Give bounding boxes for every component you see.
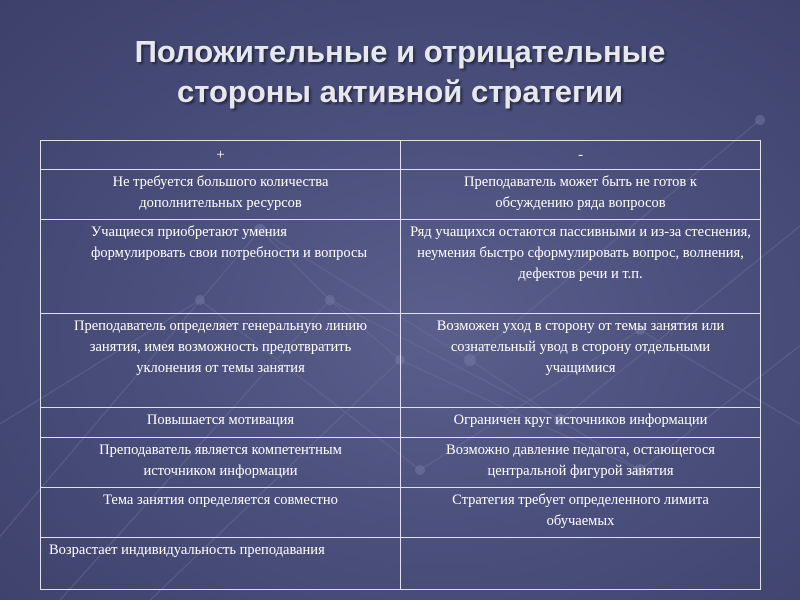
table-row (41, 314, 761, 408)
header-plus: + (41, 141, 401, 170)
header-minus: - (401, 141, 761, 170)
table-header-row (41, 141, 761, 170)
cell-minus: Ряд учащихся остаются пассивными и из-за стеснения, неумения быстро сформулировать вопрос, волнения, дефектов речи и т.п. (401, 220, 761, 314)
table-row (41, 488, 761, 538)
cell-minus: Ограничен круг источников информации (401, 408, 761, 438)
cell-minus: Возможно давление педагога, остающегося центральной фигурой занятия (401, 438, 761, 488)
title-line-2: стороны активной стратегии (176, 74, 624, 109)
cell-plus: Преподаватель определяет генеральную линию занятия, имея возможность предотвратить уклонения от темы занятия (41, 314, 401, 408)
cell-minus (401, 538, 761, 590)
title-line-1: Положительные и отрицательные (134, 34, 666, 69)
table-row (41, 538, 761, 590)
cell-plus: Возрастает индивидуальность преподавания (41, 538, 401, 590)
cell-minus: Возможен уход в сторону от темы занятия или сознательный увод в сторону отдельными учащимися (401, 314, 761, 408)
table-row (41, 220, 761, 314)
comparison-table (40, 140, 761, 590)
table-row (41, 408, 761, 438)
cell-plus: Учащиеся приобретают умения формулировать свои потребности и вопросы (41, 220, 401, 314)
cell-plus: Не требуется большого количества дополнительных ресурсов (41, 170, 401, 220)
cell-minus: Стратегия требует определенного лимита обучаемых (401, 488, 761, 538)
cell-plus: Преподаватель является компетентным источником информации (41, 438, 401, 488)
cell-plus: Повышается мотивация (41, 408, 401, 438)
page-title (0, 32, 800, 112)
table-row (41, 170, 761, 220)
cell-plus: Тема занятия определяется совместно (41, 488, 401, 538)
table-row (41, 438, 761, 488)
cell-minus: Преподаватель может быть не готов к обсуждению ряда вопросов (401, 170, 761, 220)
